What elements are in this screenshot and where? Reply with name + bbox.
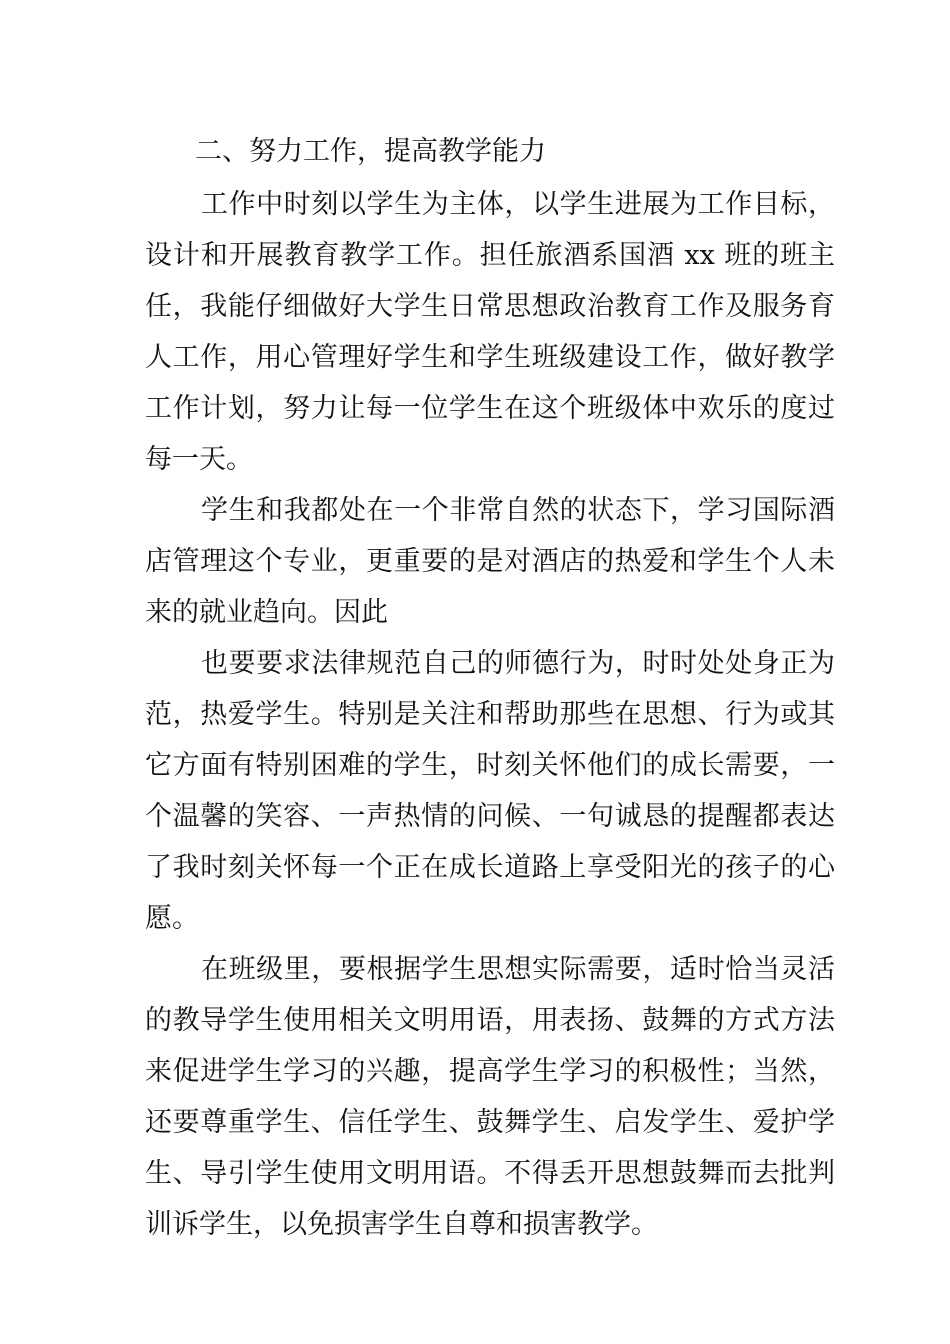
document-body bbox=[145, 126, 835, 1250]
paragraph-3: 也要要求法律规范自己的师德行为，时时处处身正为范，热爱学生。特别是关注和帮助那些在思想、行为或其它方面有特别困难的学生，时刻关怀他们的成长需要，一个温馨的笑容、一声热情的问候、一句诚恳的提醒都表达了我时刻关怀每一个正在成长道路上享受阳光的孩子的心愿。 bbox=[145, 648, 835, 934]
paragraph-1: 工作中时刻以学生为主体，以学生进展为工作目标，设计和开展教育教学工作。担任旅酒系国酒 xx 班的班主任，我能仔细做好大学生日常思想政治教育工作及服务育人工作，用心管理好学生和学生班级建设工作，做好教学工作计划，努力让每一位学生在这个班级体中欢乐的度过每一天。 bbox=[145, 189, 835, 475]
paragraph-4: 在班级里，要根据学生思想实际需要，适时恰当灵活的教导学生使用相关文明用语，用表扬、鼓舞的方式方法来促进学生学习的兴趣，提高学生学习的积极性；当然，还要尊重学生、信任学生、鼓舞学生、启发学生、爱护学生、导引学生使用文明用语。不得丢开思想鼓舞而去批判训诉学生，以免损害学生自尊和损害教学。 bbox=[145, 954, 835, 1240]
paragraph-2: 学生和我都处在一个非常自然的状态下，学习国际酒店管理这个专业，更重要的是对酒店的热爱和学生个人未来的就业趋向。因此 bbox=[145, 495, 835, 628]
section-heading: 二、努力工作，提高教学能力 bbox=[195, 136, 546, 167]
